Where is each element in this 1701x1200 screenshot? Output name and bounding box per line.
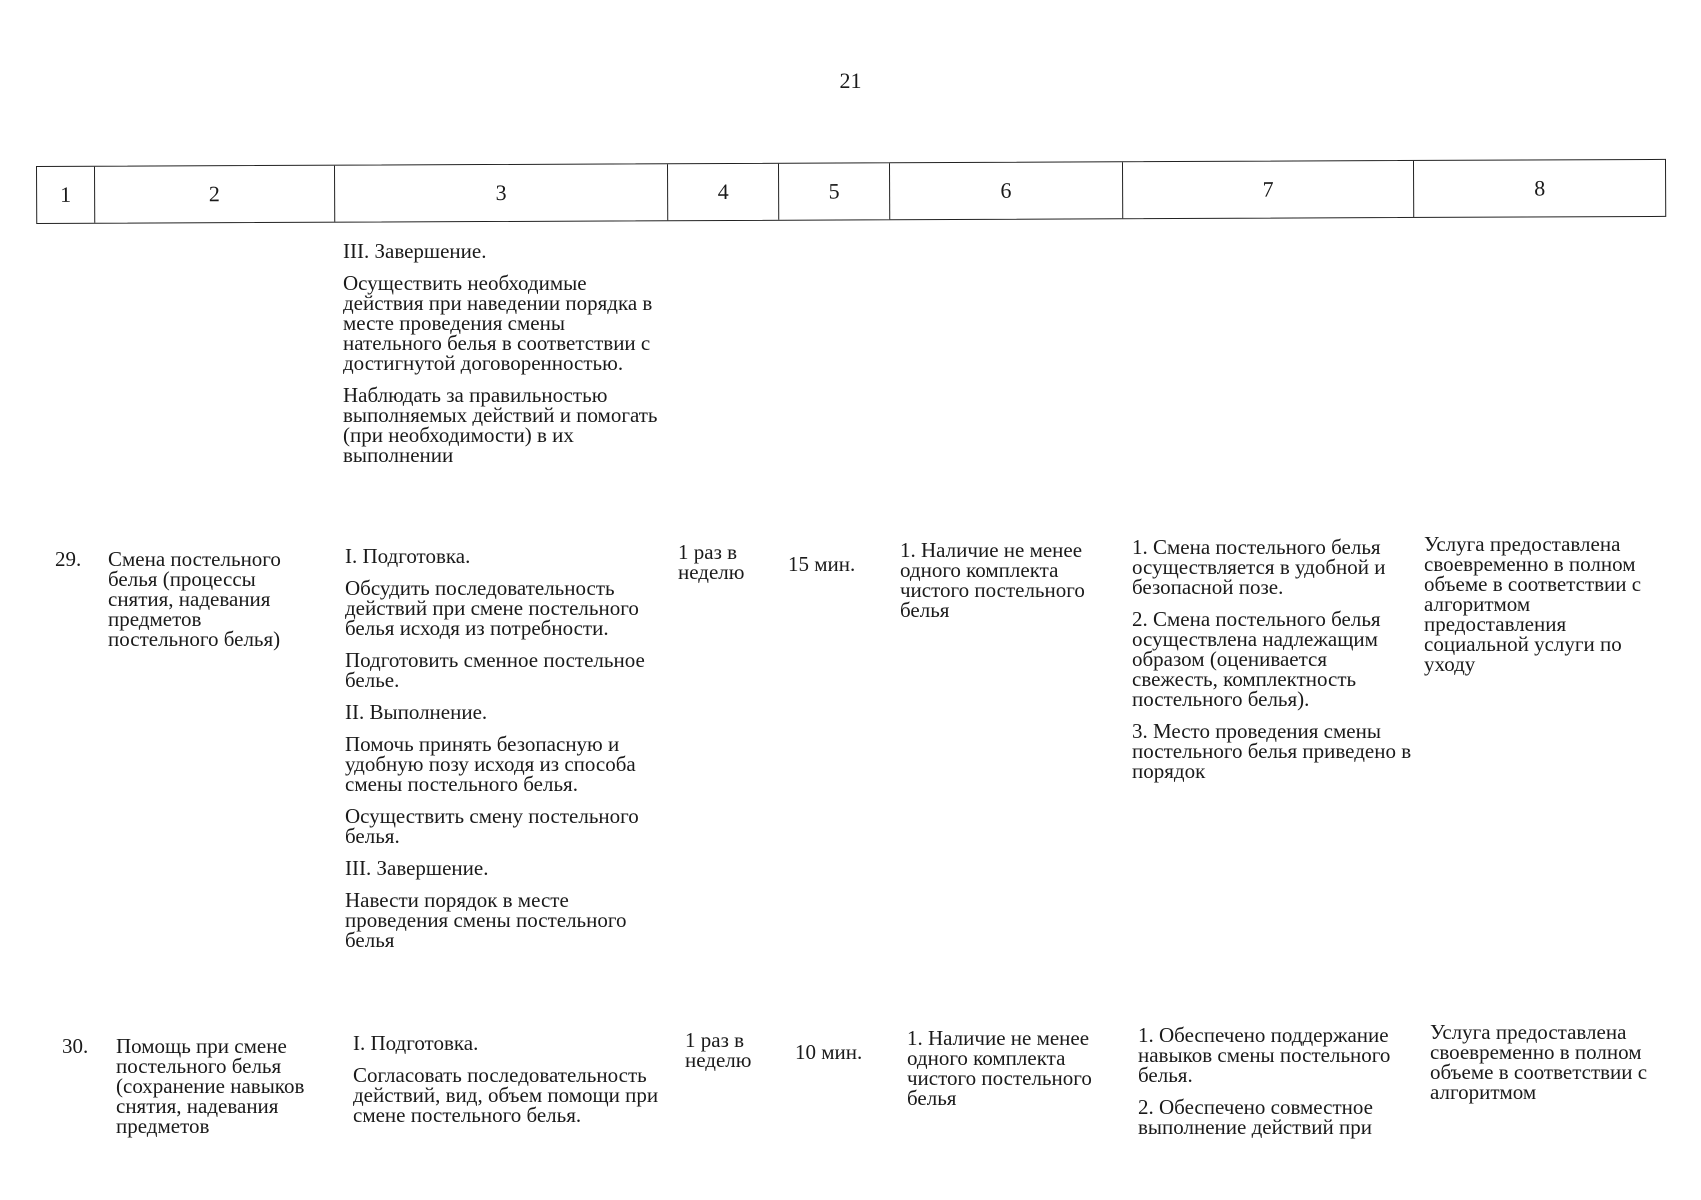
row-30-conditions bbox=[907, 1028, 1132, 1108]
row-30-procedure bbox=[353, 1033, 675, 1125]
row-30-service-name: Помощь при смене постельного белья (сохранение навыков снятия, надевания предметов bbox=[116, 1034, 305, 1138]
row-30-number: 30. bbox=[62, 1034, 89, 1058]
procedure-step: Помочь принять безопасную и удобную позу исходя из способа смены постельного белья. bbox=[345, 732, 636, 796]
continuation-procedure bbox=[343, 241, 663, 465]
row-30-duration: 10 мин. bbox=[795, 1040, 863, 1064]
row-29-indicators bbox=[1132, 537, 1412, 781]
procedure-step: III. Завершение. bbox=[345, 856, 489, 880]
procedure-step: Осуществить смену постельного белья. bbox=[345, 804, 639, 848]
procedure-step: III. Завершение. bbox=[343, 239, 487, 263]
row-30-evaluation: Услуга предоставлена своевременно в полном объеме в соответствии с алгоритмом bbox=[1430, 1020, 1648, 1104]
indicator-item: 1. Смена постельного белья осуществляется в удобной и безопасной позе. bbox=[1132, 535, 1386, 599]
header-col-3: 3 bbox=[335, 164, 669, 221]
row-29-service-name: Смена постельного белья (процессы снятия, надевания предметов постельного белья) bbox=[108, 547, 281, 651]
procedure-step: Навести порядок в месте проведения смены постельного белья bbox=[345, 888, 627, 952]
procedure-step: Обсудить последовательность действий при смене постельного белья исходя из потребности. bbox=[345, 576, 639, 640]
procedure-step: II. Выполнение. bbox=[345, 700, 488, 724]
indicator-item: 1. Обеспечено поддержание навыков смены постельного белья. bbox=[1138, 1023, 1391, 1087]
header-col-4: 4 bbox=[668, 164, 779, 220]
procedure-step: Согласовать последовательность действий, вид, объем помощи при смене постельного белья. bbox=[353, 1063, 659, 1127]
row-29-procedure bbox=[345, 546, 675, 950]
page-number: 21 bbox=[839, 68, 862, 93]
row-29-duration: 15 мин. bbox=[788, 552, 856, 576]
indicator-item: 3. Место проведения смены постельного белья приведено в порядок bbox=[1132, 719, 1412, 783]
indicator-item: 2. Смена постельного белья осуществлена надлежащим образом (оценивается свежесть, комплектность постельного белья). bbox=[1132, 607, 1381, 711]
indicator-item: 2. Обеспечено совместное выполнение действий при bbox=[1138, 1095, 1373, 1139]
header-col-2: 2 bbox=[95, 166, 335, 223]
procedure-step: I. Подготовка. bbox=[345, 544, 471, 568]
condition-item: 1. Наличие не менее одного комплекта чистого постельного белья bbox=[900, 538, 1085, 622]
row-29-number: 29. bbox=[55, 547, 82, 571]
procedure-step: I. Подготовка. bbox=[353, 1031, 479, 1055]
procedure-step: Подготовить сменное постельное белье. bbox=[345, 648, 645, 692]
row-30-indicators bbox=[1138, 1025, 1418, 1137]
row-29-conditions bbox=[900, 540, 1125, 620]
procedure-step: Осуществить необходимые действия при наведении порядка в месте проведения смены нательного белья в соответствии с достигнутой договоренностью. bbox=[343, 271, 653, 375]
header-col-1: 1 bbox=[37, 167, 95, 223]
header-col-7: 7 bbox=[1123, 161, 1415, 218]
condition-item: 1. Наличие не менее одного комплекта чистого постельного белья bbox=[907, 1026, 1092, 1110]
column-number-header bbox=[36, 159, 1666, 224]
row-30-frequency: 1 раз в неделю bbox=[685, 1028, 752, 1072]
row-29-evaluation: Услуга предоставлена своевременно в полном объеме в соответствии с алгоритмом предоставления социальной услуги по уходу bbox=[1424, 532, 1642, 676]
header-col-8: 8 bbox=[1534, 175, 1546, 201]
row-29-frequency: 1 раз в неделю bbox=[678, 540, 745, 584]
header-col-6: 6 bbox=[890, 162, 1123, 219]
procedure-step: Наблюдать за правильностью выполняемых действий и помогать (при необходимости) в их выполнении bbox=[343, 383, 658, 467]
header-col-5: 5 bbox=[779, 163, 890, 219]
